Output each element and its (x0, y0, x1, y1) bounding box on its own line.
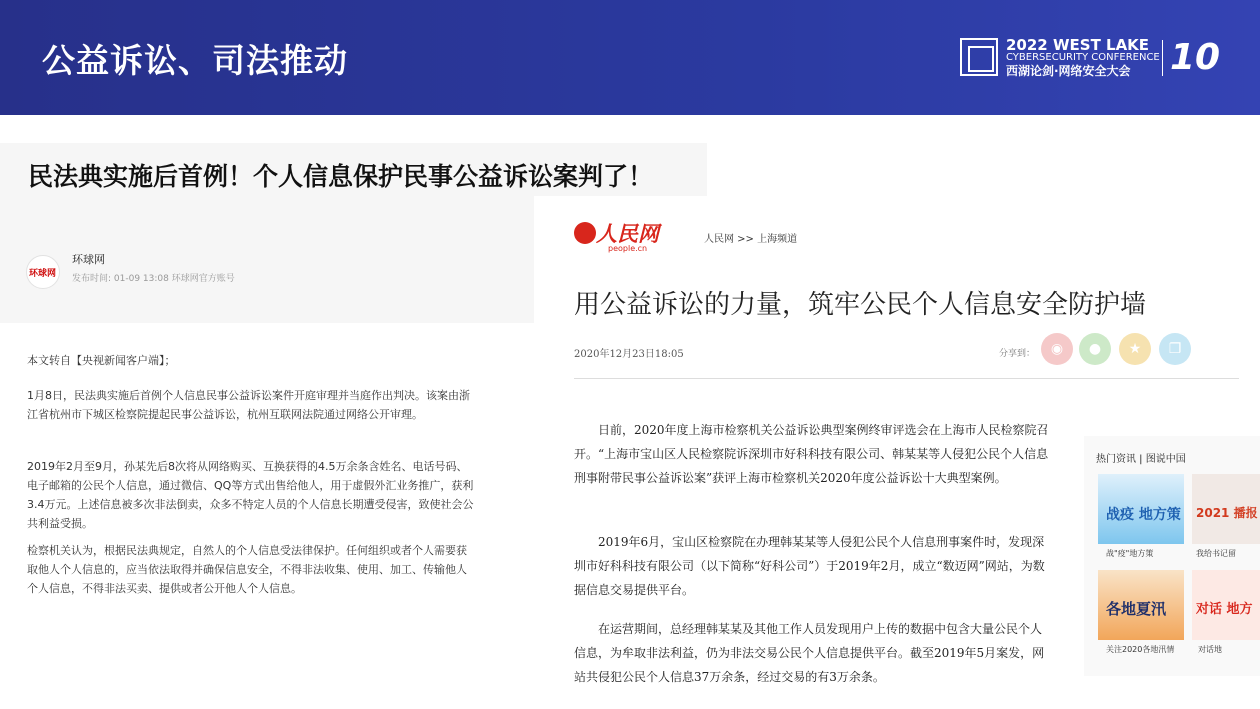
article-meta: 发布时间: 01-09 13:08 环球网官方账号 (72, 274, 235, 284)
hot-thumb[interactable] (1192, 474, 1260, 544)
hot-news-panel (1084, 436, 1260, 676)
left-paragraph: 1月8日，民法典实施后首例个人信息民事公益诉讼案件开庭审理并当庭作出判决。该案由浙江省杭州市下城区检察院提起民事公益诉讼，杭州互联网法院通过网络公开审理。 (27, 389, 470, 421)
logo-mark-icon (960, 38, 998, 76)
hot-caption[interactable]: 我给书记留 (1196, 549, 1236, 558)
divider (574, 378, 1239, 379)
left-paragraph: 检察机关认为，根据民法典规定，自然人的个人信息受法律保护。任何组织或者个人需要获取他人个人信息的，应当依法取得并确保信息安全，不得非法收集、使用、加工、传输他人个人信息，不得非法买卖、提供或者公开他人个人信息。 (27, 544, 467, 595)
hot-thumb-text: 各地夏汛 (1106, 600, 1167, 618)
right-article-title: 用公益诉讼的力量，筑牢公民个人信息安全防护墙 (574, 290, 1147, 320)
logo-line-3: 西湖论剑·网络安全大会 (1006, 64, 1131, 78)
hot-thumb[interactable] (1098, 474, 1184, 544)
right-paragraph: 在运营期间，总经理韩某某及其他工作人员发现用户上传的数据中包含大量公民个人信息，为牟取非法利益，仍为非法交易公民个人信息提供平台。截至2019年5月案发，网站共侵犯公民个人信息37万余条，经过交易的有3万余条。 (574, 622, 1045, 684)
article-date: 2020年12月23日18:05 (574, 349, 684, 360)
weibo-icon[interactable]: ◉ (1041, 333, 1073, 365)
people-daily-logo[interactable] (574, 218, 664, 258)
hot-news-tabs[interactable]: 热门资讯 | 图说中国 (1096, 454, 1186, 465)
left-paragraph: 2019年2月至9月，孙某先后8次将从网络购买、互换获得的4.5万余条含姓名、电话号码、电子邮箱的公民个人信息，通过微信、QQ等方式出售给他人，用于虚假外汇业务推广，获利3.4万元。上述信息被多次非法倒卖，众多不特定人员的个人信息长期遭受侵害，致使社会公共利益受损。 (27, 460, 474, 530)
logo-disc-icon (574, 222, 596, 244)
hot-thumb[interactable] (1192, 570, 1260, 640)
logo-line-1: 2022 WEST LAKE (1006, 36, 1150, 54)
right-paragraph: 2019年6月，宝山区检察院在办理韩某某等人侵犯公民个人信息刑事案件时，发现深圳市好科科技有限公司（以下简称“好科公司”）于2019年2月，成立“数迈网”网站，为数据信息交易提供平台。 (574, 535, 1045, 597)
hot-caption[interactable]: 关注2020各地汛情 (1106, 645, 1175, 654)
logo-divider (1162, 40, 1163, 76)
source-avatar-text: 环球网 (29, 269, 57, 279)
source-avatar[interactable] (26, 255, 60, 289)
right-paragraph: 日前，2020年度上海市检察机关公益诉讼典型案例终审评选会在上海市人民检察院召开。“上海市宝山区人民检察院诉深圳市好科科技有限公司、韩某某等人侵犯公民个人信息刑事附带民事公益诉讼案”获评上海市检察机关2020年度公益诉讼十大典型案例。 (574, 423, 1049, 485)
hot-thumb-text: 对话 地方 (1196, 602, 1253, 617)
right-article (534, 196, 1260, 709)
page-title: 公益诉讼、司法推动 (42, 41, 348, 80)
qzone-icon[interactable]: ★ (1119, 333, 1151, 365)
logo-line-2: CYBERSECURITY CONFERENCE (1006, 52, 1160, 63)
logo-cn: 人民网 (596, 221, 659, 246)
copy-icon[interactable]: ❐ (1159, 333, 1191, 365)
hot-thumb-text: 2021 播报 (1196, 506, 1258, 520)
wechat-icon[interactable]: ● (1079, 333, 1111, 365)
left-article-title[interactable]: 民法典实施后首例！个人信息保护民事公益诉讼案判了！ (28, 162, 654, 191)
breadcrumb[interactable]: 人民网 >> 上海频道 (704, 234, 798, 245)
source-name[interactable]: 环球网 (72, 253, 105, 266)
hot-caption[interactable]: 对话地 (1198, 645, 1222, 654)
header-banner (0, 0, 1260, 115)
anniversary-mark: 10 (1170, 37, 1221, 78)
share-label: 分享到： (999, 349, 1036, 359)
hot-thumb-text: 战疫 地方策 (1106, 507, 1181, 523)
conference-logo (960, 36, 1220, 80)
hot-thumb[interactable] (1098, 570, 1184, 640)
left-paragraph: 本文转自【央视新闻客户端】； (27, 354, 176, 367)
left-article-body (0, 323, 534, 595)
hot-caption[interactable]: 战"疫"地方策 (1106, 549, 1154, 558)
logo-en: people.cn (608, 244, 648, 253)
